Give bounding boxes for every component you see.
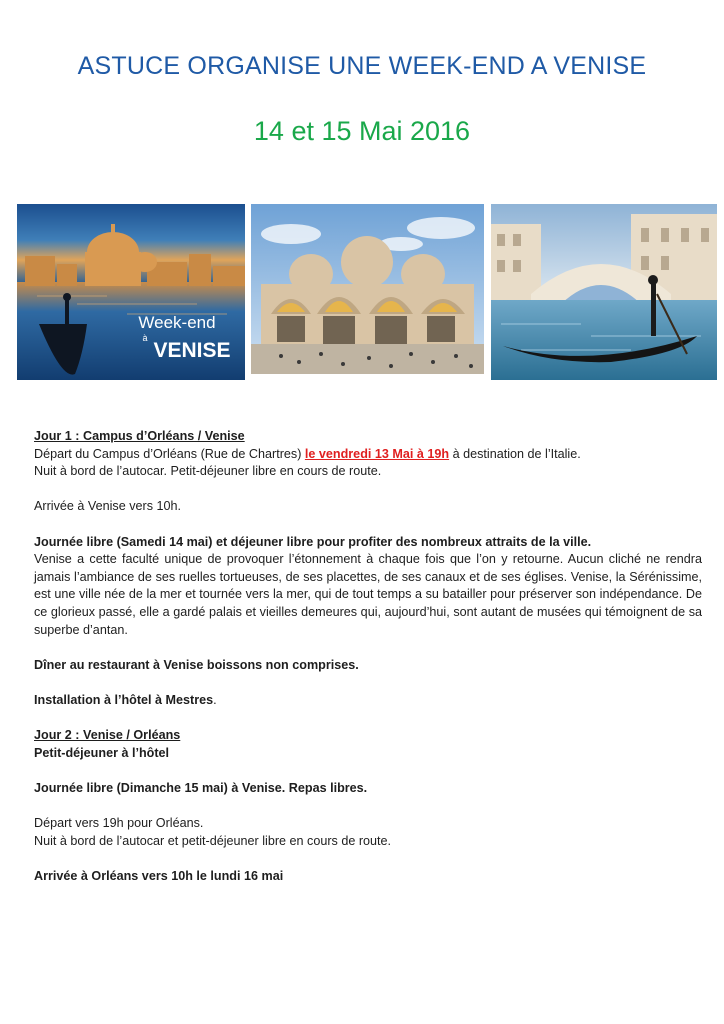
day1-hotel <box>34 692 702 710</box>
itinerary <box>34 428 702 885</box>
day2-night: Nuit à bord de l’autocar et petit-déjeuner libre en cours de route. <box>34 833 392 848</box>
label-a: à <box>142 333 148 343</box>
day2-free-day: Journée libre (Dimanche 15 mai) à Venise. Repas libres. <box>34 780 368 795</box>
day1-arrival: Arrivée à Venise vers 10h. <box>34 499 182 514</box>
label-venise: VENISE <box>153 339 231 362</box>
day1-departure-destination: à destination de l’Italie. <box>449 446 581 461</box>
day1-description: Venise a cette faculté unique de provoquer l’étonnement à chaque fois que l’on y retourne. Aucun cliché ne rendra jamais l’ambiance de ses ruelles tortueuses, de ses placettes, de ses canaux et de ses églises. Venise, la Sérénissime, est une ville née de la mer et tournée vers la mer, qui de tout temps a su batailler pour préserver son indépendance. De ce glorieux passé, elle a gardé palais et vieilles demeures qui, aujourd’hui, sont autant de musées qui témoignent de sa superbe d’antan. <box>34 552 702 637</box>
day1-hotel-text: Installation à l’hôtel à Mestres <box>34 692 214 707</box>
day2-heading: Jour 2 : Venise / Orléans <box>34 728 181 743</box>
day1-free-day: Journée libre (Samedi 14 mai) et déjeuner libre pour profiter des nombreux attraits de la ville. <box>34 534 592 549</box>
day1-heading: Jour 1 : Campus d’Orléans / Venise <box>34 429 245 443</box>
page-title: ASTUCE ORGANISE UNE WEEK-END A VENISE <box>77 52 647 80</box>
day2-breakfast: Petit-déjeuner à l’hôtel <box>34 745 170 760</box>
day2-arrival: Arrivée à Orléans vers 10h le lundi 16 mai <box>34 868 284 883</box>
label-weekend: Week-end <box>138 313 216 332</box>
rialto-gondola-photo <box>491 204 717 380</box>
day1-night: Nuit à bord de l’autocar. Petit-déjeuner libre en cours de route. <box>34 464 382 479</box>
day1-departure <box>34 446 702 464</box>
day1-departure-date: le vendredi 13 Mai à 19h <box>304 446 450 461</box>
day1-dinner: Dîner au restaurant à Venise boissons non comprises. <box>34 657 359 672</box>
day2-departure: Départ vers 19h pour Orléans. <box>34 816 204 831</box>
trip-dates: 14 et 15 Mai 2016 <box>253 116 471 146</box>
day1-hotel-period: . <box>213 692 217 707</box>
day1-departure-text: Départ du Campus d’Orléans (Rue de Chartres) <box>34 446 305 461</box>
st-marks-basilica-photo <box>251 204 484 374</box>
venice-sunset-photo <box>17 204 245 380</box>
